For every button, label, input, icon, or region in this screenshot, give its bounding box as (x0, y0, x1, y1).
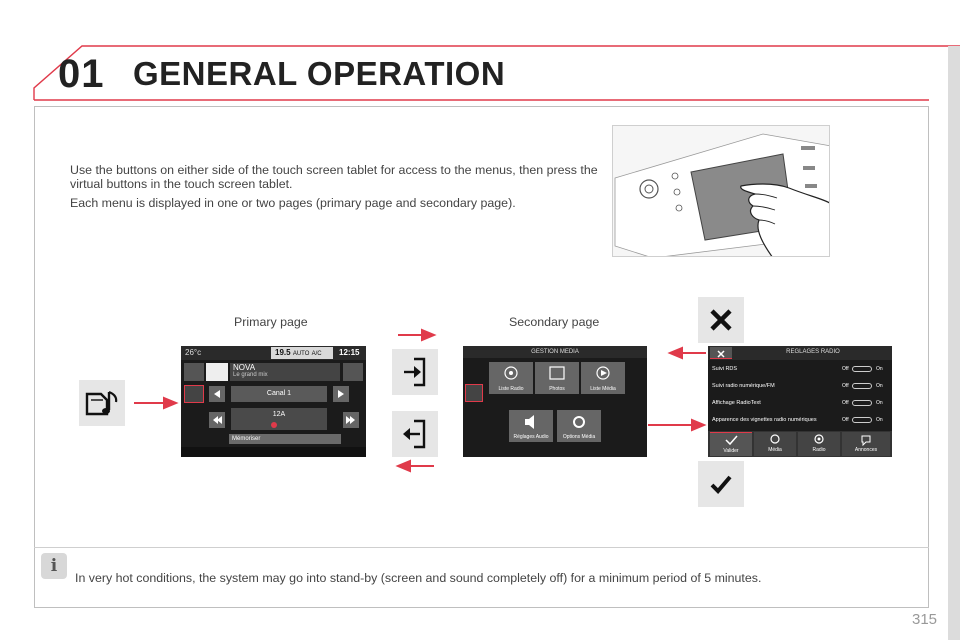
toggle-on-label: On (876, 383, 883, 389)
station-subtitle: Le grand mix (233, 372, 268, 378)
radio-icon (798, 432, 840, 446)
station-panel (230, 363, 340, 381)
toggle-on-label: On (876, 400, 883, 406)
settings-row-label: Apparence des vignettes radio numériques (712, 417, 817, 423)
section-number: 01 (58, 52, 105, 96)
toggle-on-label: On (876, 366, 883, 372)
page-number: 315 (912, 611, 938, 628)
frequency-display (231, 408, 327, 430)
ac-label: A/C (311, 351, 322, 357)
toggle-switch[interactable] (852, 383, 872, 389)
primary-page-screen (181, 346, 366, 457)
band-selector (181, 447, 366, 457)
memorize-button[interactable]: Mémoriser (229, 434, 341, 444)
footer-validate-button[interactable] (710, 432, 752, 456)
intro-paragraph: Use the buttons on either side of the touch screen tablet for access to the menus, then press the virtual buttons in the touch screen tablet. (70, 163, 598, 191)
media-title: GESTION MEDIA (463, 346, 647, 358)
settings-row-label: Suivi radio numérique/FM (712, 383, 775, 389)
close-button-tile[interactable] (698, 297, 744, 343)
footer-label: Valider (723, 448, 739, 454)
toggle-off-label: Off (842, 383, 849, 389)
channel-display: Canal 1 (231, 386, 327, 402)
secondary-page-screen (463, 346, 647, 457)
photos-icon (535, 362, 579, 386)
footer-label: Média (768, 447, 782, 453)
media-button-tile[interactable] (79, 380, 125, 426)
side-button-active[interactable] (184, 385, 204, 403)
note-text: In very hot conditions, the system may go into stand-by (screen and sound completely off) for a minimum period of 5 minutes. (75, 571, 762, 585)
settings-close-button[interactable] (710, 347, 732, 359)
confirm-button-tile[interactable] (698, 461, 744, 507)
toggle-switch[interactable] (852, 417, 872, 423)
gear-icon (557, 410, 601, 434)
next-page-icon (392, 349, 438, 395)
radio-source-icon[interactable] (184, 363, 204, 381)
media-icon (79, 380, 125, 426)
chevron-left-icon (209, 386, 225, 402)
previous-page-button-tile[interactable] (392, 411, 438, 457)
announcement-icon (842, 432, 890, 446)
seek-forward-button[interactable] (343, 412, 359, 428)
footer-label: Radio (812, 447, 826, 453)
next-station-button[interactable] (333, 386, 349, 402)
climate-mode: AUTO (292, 351, 310, 357)
secondary-page-label: Secondary page (509, 315, 600, 329)
info-icon: i (41, 553, 67, 579)
footer-label: Annonces (854, 447, 878, 453)
media-tile-label: Options Média (562, 434, 596, 440)
footer-media-button[interactable] (754, 432, 796, 456)
climate-temp: 19.5 (275, 348, 291, 357)
toggle-switch[interactable] (852, 366, 872, 372)
station-logo (206, 363, 228, 381)
prev-station-button[interactable] (209, 386, 225, 402)
tuner-marker (271, 422, 277, 428)
intro-paragraph: Each menu is displayed in one or two pages (primary page and secondary page). (70, 196, 516, 210)
settings-row-label: Suivi RDS (712, 366, 738, 372)
check-icon (710, 433, 752, 447)
media-tile-label: Photos (549, 386, 565, 392)
media-list-icon (581, 362, 625, 386)
radio-icon (489, 362, 533, 386)
media-tile-label: Liste Média (590, 386, 616, 392)
skip-forward-icon (343, 412, 359, 428)
media-tile-label: Réglages Audio (513, 434, 549, 440)
close-icon (710, 348, 732, 360)
frequency-value: 12A (272, 411, 286, 418)
toggle-switch[interactable] (852, 400, 872, 406)
speaker-icon (509, 410, 553, 434)
settings-title: REGLAGES RADIO (786, 349, 840, 355)
chevron-right-icon (333, 386, 349, 402)
primary-page-label: Primary page (234, 315, 308, 329)
toggle-off-label: Off (842, 417, 849, 423)
media-tile-label: Liste Radio (498, 386, 524, 392)
temperature-readout: 26°c (185, 348, 202, 357)
next-page-button-tile[interactable] (392, 349, 438, 395)
station-name: NOVA (233, 363, 256, 372)
media-icon (754, 432, 796, 446)
close-icon (698, 297, 744, 343)
page-title: GENERAL OPERATION (133, 55, 506, 92)
sound-button[interactable] (343, 363, 363, 381)
climate-bar (271, 347, 333, 359)
seek-back-button[interactable] (209, 412, 225, 428)
footer-radio-button[interactable] (798, 432, 840, 456)
side-button-active[interactable] (465, 384, 483, 402)
clock-readout: 12:15 (339, 348, 360, 357)
toggle-on-label: On (876, 417, 883, 423)
check-icon (698, 461, 744, 507)
skip-back-icon (209, 412, 225, 428)
settings-row-label: Affichage RadioText (712, 400, 761, 406)
previous-page-icon (392, 411, 438, 457)
toggle-off-label: Off (842, 400, 849, 406)
footer-announcements-button[interactable] (842, 432, 890, 456)
settings-screen (708, 346, 892, 457)
toggle-off-label: Off (842, 366, 849, 372)
